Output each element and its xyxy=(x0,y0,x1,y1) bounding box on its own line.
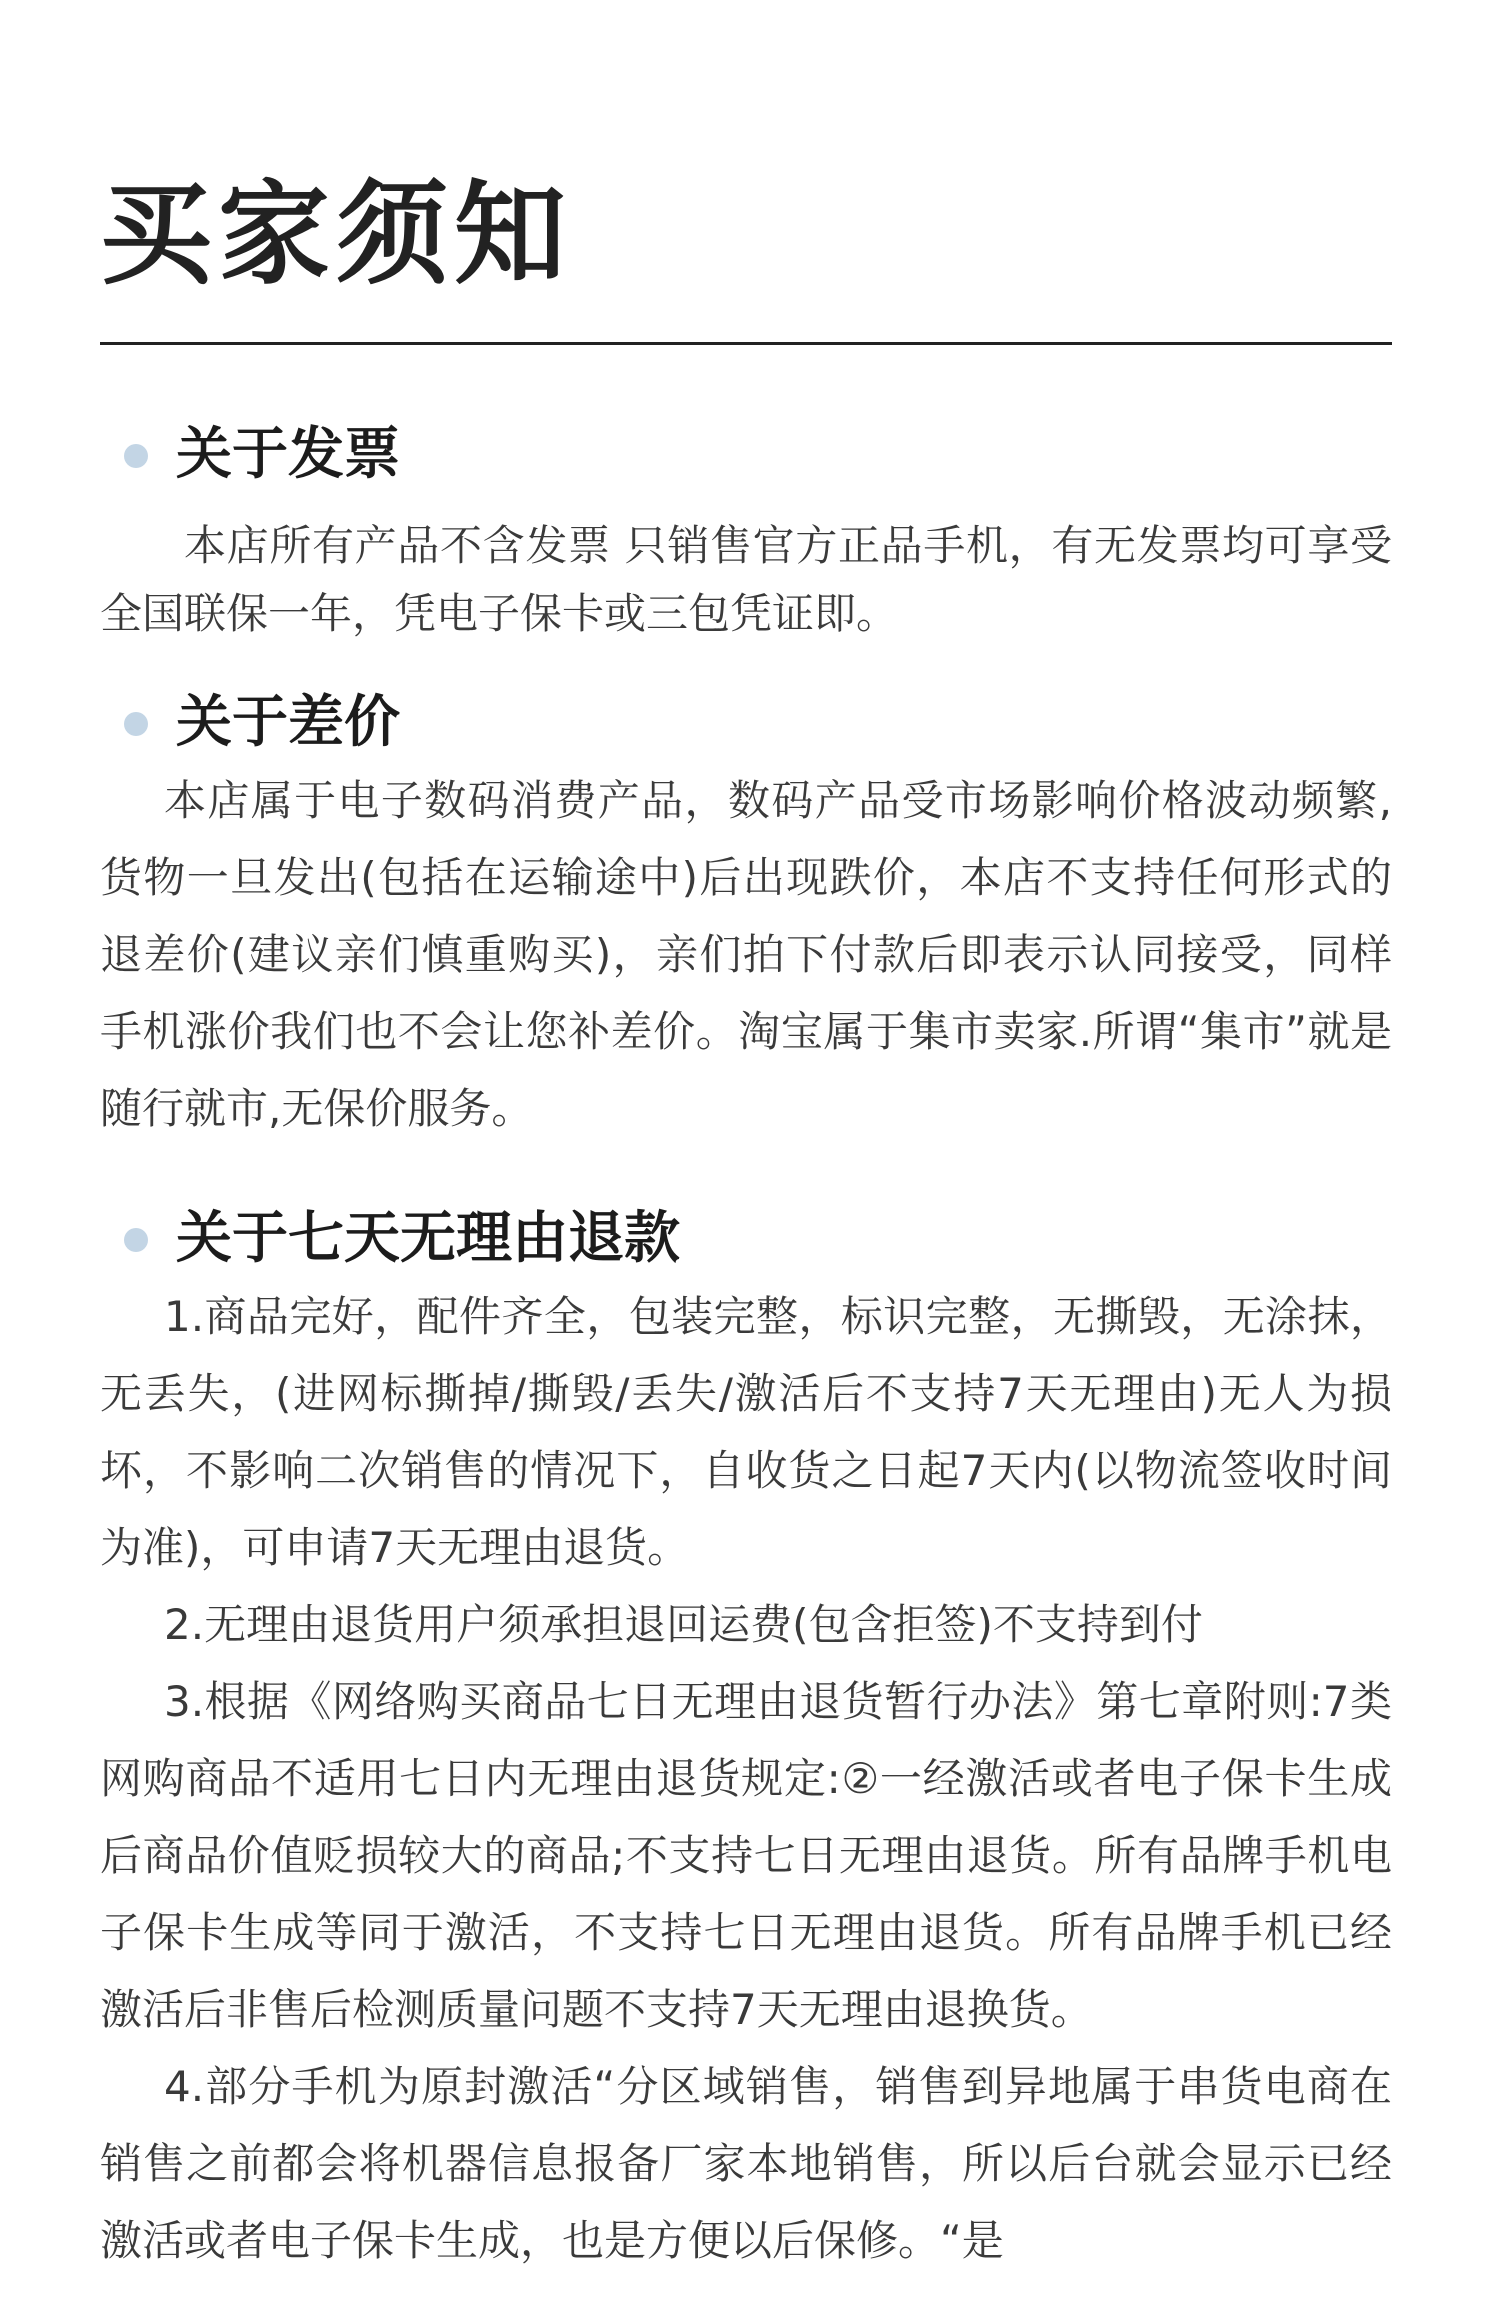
return-rule-3: 3.根据《网络购买商品七日无理由退货暂行办法》第七章附则:7类网购商品不适用七日内无理由退货规定:②一经激活或者电子保卡生成后商品价值贬损较大的商品;不支持七日无理由退货。所有品牌手机电子保卡生成等同于激活，不支持七日无理由退货。所有品牌手机已经激活后非售后检测质量问题不支持7天无理由退换货。 xyxy=(100,1677,1392,2034)
section-header xyxy=(100,1198,1392,1278)
section-invoice xyxy=(100,414,1392,648)
return-rule-4: 4.部分手机为原封激活“分区域销售，销售到异地属于串货电商在销售之前都会将机器信息报备厂家本地销售，所以后台就会显示已经激活或者电子保卡生成，也是方便以后保修。“是 xyxy=(100,2062,1392,2265)
return-rule-2: 2.无理由退货用户须承担退回运费(包含拒签)不支持到付 xyxy=(164,1600,1203,1649)
bullet-dot-icon xyxy=(124,1228,148,1252)
section-title: 关于差价 xyxy=(176,690,400,755)
section-title: 关于七天无理由退款 xyxy=(176,1206,680,1271)
page-title: 买家须知 xyxy=(100,170,572,300)
section-paragraph: 本店所有产品不含发票 只销售官方正品手机，有无发票均可享受全国联保一年，凭电子保卡或三包凭证即。 xyxy=(100,521,1392,638)
section-title: 关于发票 xyxy=(176,422,400,487)
bullet-dot-icon xyxy=(124,444,148,468)
section-seven-day-returns xyxy=(100,1198,1392,2279)
section-header xyxy=(100,682,1392,762)
section-header xyxy=(100,414,1392,494)
section-paragraph: 本店属于电子数码消费产品，数码产品受市场影响价格波动频繁,货物一旦发出(包括在运输途中)后出现跌价，本店不支持任何形式的退差价(建议亲们慎重购买)，亲们拍下付款后即表示认同接受，同样手机涨价我们也不会让您补差价。淘宝属于集市卖家.所谓“集市”就是随行就市,无保价服务。 xyxy=(100,776,1392,1133)
title-divider xyxy=(100,342,1392,345)
bullet-dot-icon xyxy=(124,712,148,736)
section-price-difference xyxy=(100,682,1392,1147)
return-rule-1: 1.商品完好，配件齐全，包装完整，标识完整，无撕毁，无涂抹，无丢失，(进网标撕掉/撕毁/丢失/激活后不支持7天无理由)无人为损坏，不影响二次销售的情况下，自收货之日起7天内(以物流签收时间为准)，可申请7天无理由退货。 xyxy=(100,1292,1392,1572)
